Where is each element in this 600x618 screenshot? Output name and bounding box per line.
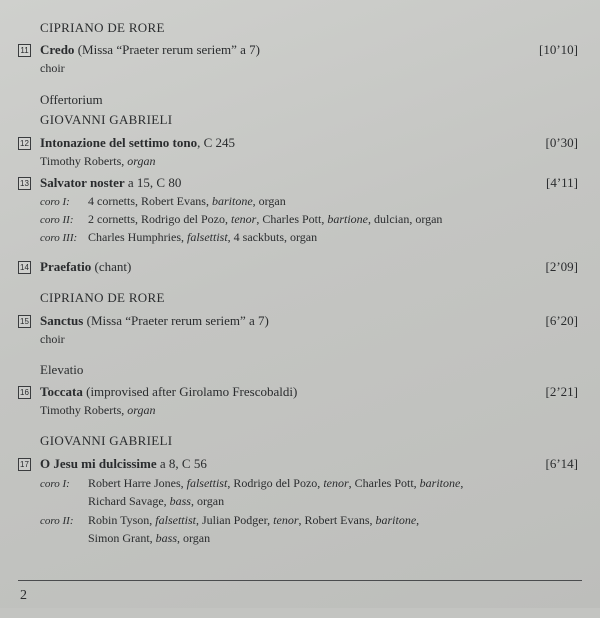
track-title [40, 456, 207, 472]
track-performer [40, 154, 155, 169]
performer-role: baritone [211, 194, 253, 208]
performer-text: Robert Harre Jones, [88, 476, 187, 490]
composer-heading: GIOVANNI GABRIELI [40, 112, 173, 127]
coro-label: coro II: [40, 214, 74, 226]
coro-label: coro II: [40, 515, 74, 527]
track-14 [18, 259, 578, 277]
performer-text: 4 cornetts, Robert Evans, [88, 194, 212, 208]
coro-line [40, 513, 419, 528]
performer-text: , Charles Pott, [256, 212, 328, 226]
performer-text: Robin Tyson, [88, 513, 156, 527]
coro-line [40, 476, 463, 491]
track-number-icon: 15 [18, 315, 31, 328]
track-performer [40, 403, 155, 418]
track-title-rest: , C 245 [197, 135, 236, 150]
track-number-icon: 14 [18, 261, 31, 274]
track-title-main: Praefatio [40, 259, 92, 274]
track-number-icon: 16 [18, 386, 31, 399]
performer-name: Timothy Roberts, [40, 154, 128, 168]
track-duration: [2’09] [545, 259, 578, 274]
performer-text: , Charles Pott, [348, 476, 420, 490]
track-duration: [4’11] [545, 175, 578, 190]
performer-role: falsettist [155, 513, 196, 527]
coro-label: coro III: [40, 232, 78, 244]
track-duration: [0’30] [545, 135, 578, 150]
track-15 [18, 313, 578, 331]
track-duration: [6’14] [545, 456, 578, 471]
section-label: Offertorium [40, 92, 103, 107]
performer-role: tenor [230, 212, 257, 226]
track-title-rest: (Missa “Praeter rerum seriem” a 7) [83, 313, 269, 328]
coro-line [40, 230, 317, 245]
composer-heading: GIOVANNI GABRIELI [40, 433, 173, 448]
performer-role: bartione [327, 212, 368, 226]
track-12 [18, 135, 578, 153]
performer-role: organ [127, 403, 156, 417]
track-duration: [10’10] [539, 42, 578, 57]
track-performer [40, 61, 65, 76]
coro-label: coro I: [40, 196, 70, 208]
performer-text: , organ [252, 194, 286, 208]
performer-role: baritone [375, 513, 417, 527]
track-title [40, 42, 260, 58]
performer-role: falsettist [186, 230, 228, 244]
track-duration: [6’20] [545, 313, 578, 328]
coro-label: coro I: [40, 478, 70, 490]
track-title-main: Credo [40, 42, 75, 57]
track-title-rest: (chant) [91, 259, 132, 274]
track-16 [18, 384, 578, 402]
track-performer [40, 332, 65, 347]
track-duration: [2’21] [545, 384, 578, 399]
track-number-icon: 12 [18, 137, 31, 150]
performer-name: choir [40, 332, 65, 346]
performer-name: Timothy Roberts, [40, 403, 128, 417]
performer-text: , 4 sackbuts, organ [227, 230, 318, 244]
composer-heading: CIPRIANO DE RORE [40, 290, 165, 305]
performer-text: , organ [177, 531, 211, 545]
track-title-main: O Jesu mi dulcissime [40, 456, 157, 471]
performer-text: , [460, 476, 464, 490]
performer-role: organ [127, 154, 156, 168]
track-title [40, 135, 235, 151]
track-title-main: Toccata [40, 384, 83, 399]
footer-divider [18, 580, 582, 581]
performer-role: baritone [419, 476, 461, 490]
performer-role: tenor [273, 513, 299, 527]
section-label: Elevatio [40, 362, 84, 377]
track-title-main: Sanctus [40, 313, 84, 328]
performer-text: Simon Grant, [88, 531, 156, 545]
performer-text: , dulcian, organ [368, 212, 443, 226]
performer-role: tenor [323, 476, 349, 490]
track-13 [18, 175, 578, 193]
performer-text: , Julian Podger, [195, 513, 274, 527]
performer-text: 2 cornetts, Rodrigo del Pozo, [88, 212, 231, 226]
coro-line [40, 194, 286, 209]
performer-text: , organ [190, 494, 225, 508]
composer-heading: CIPRIANO DE RORE [40, 20, 165, 35]
track-title [40, 384, 297, 400]
track-title-main: Salvator noster [40, 175, 125, 190]
page-number: 2 [20, 588, 27, 603]
track-number-icon: 17 [18, 458, 31, 471]
coro-line [40, 494, 224, 509]
track-title-rest: a 15, C 80 [124, 175, 182, 190]
coro-line [40, 531, 210, 546]
performer-name: choir [40, 61, 65, 75]
performer-text: , Rodrigo del Pozo, [227, 476, 324, 490]
performer-text: Richard Savage, [88, 494, 170, 508]
coro-line [40, 212, 442, 227]
track-title-main: Intonazione del settimo tono [40, 135, 198, 150]
track-title [40, 175, 181, 191]
track-number-icon: 11 [18, 44, 31, 57]
track-title-rest: (Missa “Praeter rerum seriem” a 7) [74, 42, 260, 57]
performer-role: falsettist [186, 476, 228, 490]
track-number-icon: 13 [18, 177, 31, 190]
track-17 [18, 456, 578, 474]
track-title [40, 313, 269, 329]
track-11 [18, 42, 578, 60]
performer-role: bass [155, 531, 178, 545]
performer-text: Charles Humphries, [88, 230, 187, 244]
track-title-rest: (improvised after Girolamo Frescobaldi) [82, 384, 298, 399]
track-title [40, 259, 131, 275]
performer-role: bass [169, 494, 191, 508]
performer-text: , [416, 513, 420, 527]
performer-text: , Robert Evans, [298, 513, 376, 527]
track-title-rest: a 8, C 56 [156, 456, 207, 471]
